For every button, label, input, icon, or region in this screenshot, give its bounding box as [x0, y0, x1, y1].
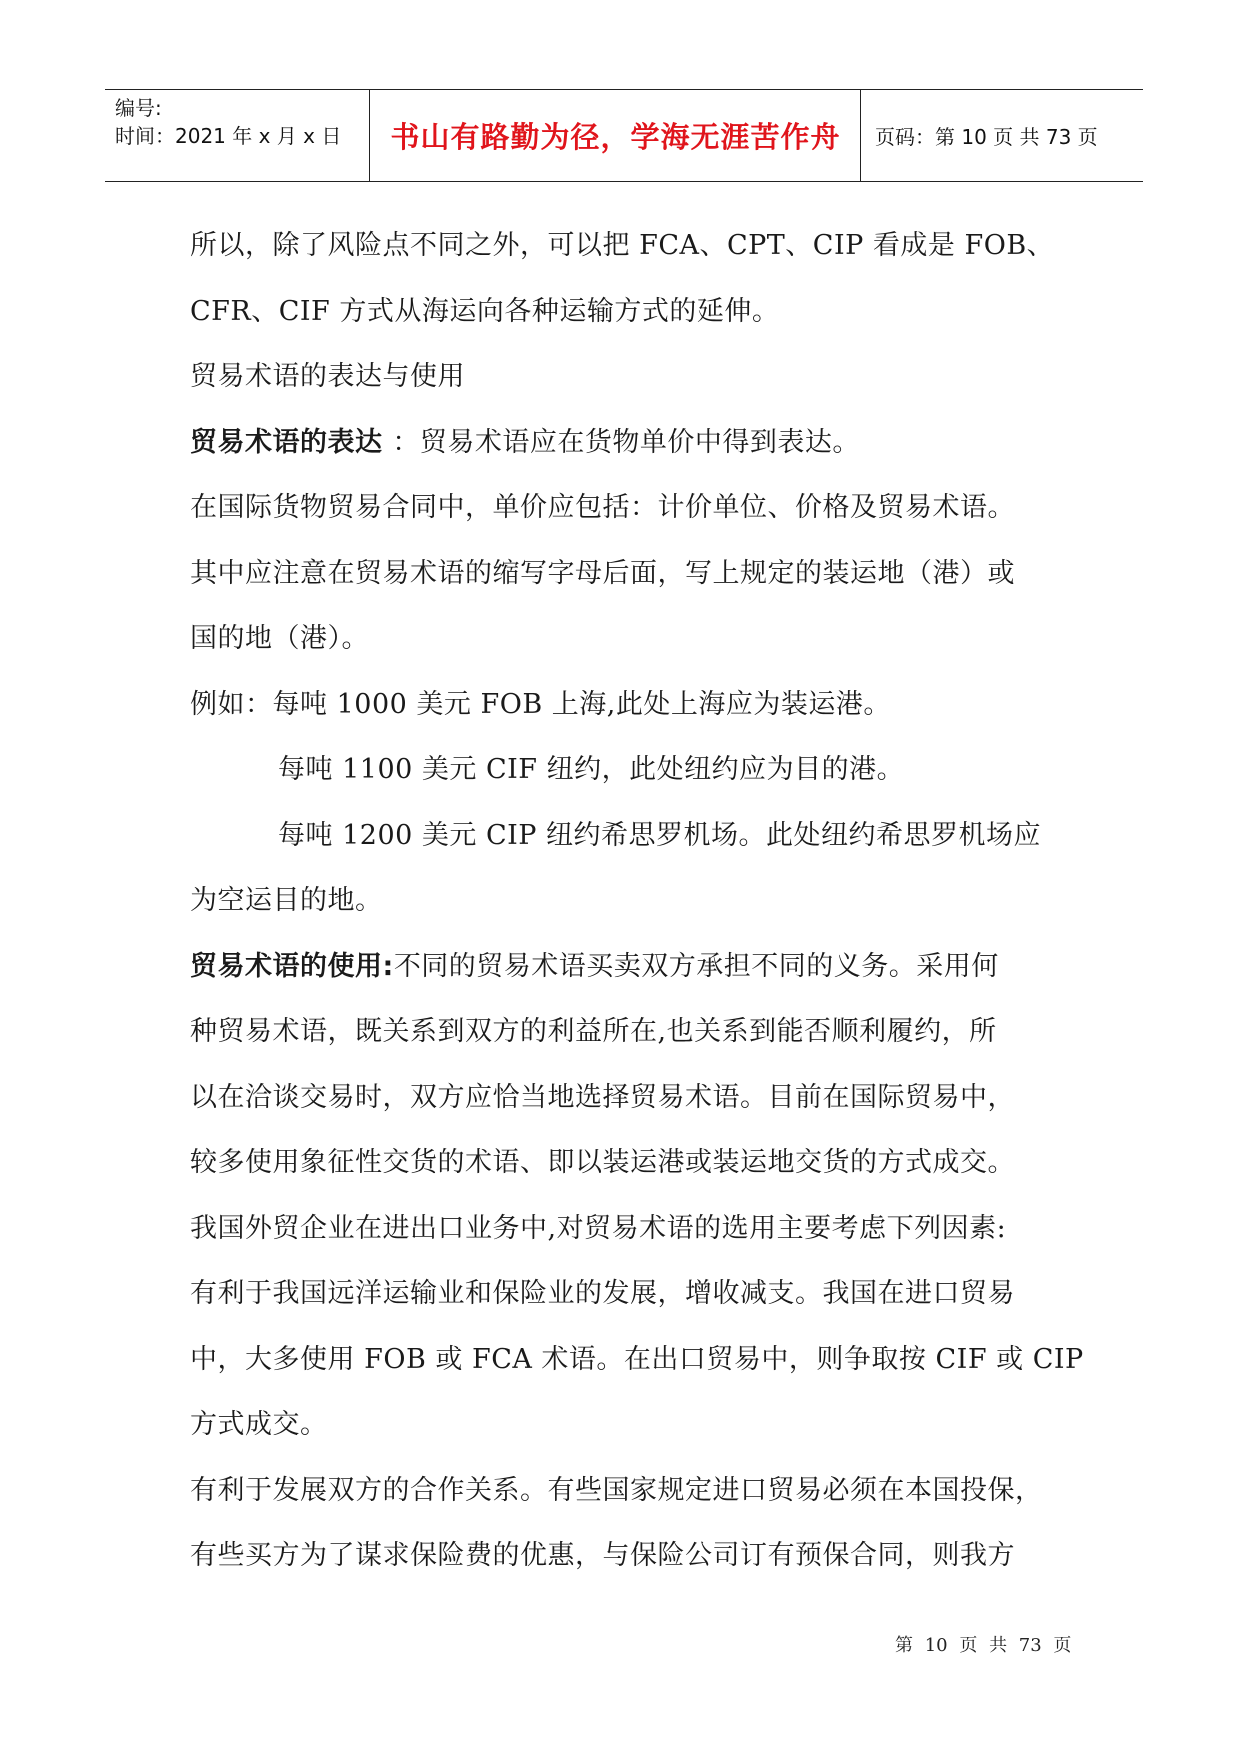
header-meta	[115, 94, 370, 150]
body-line	[190, 279, 1080, 345]
body-line	[190, 1458, 1080, 1524]
line-text: 贸易术语的表达与使用	[190, 361, 465, 392]
header-motto: 书山有路勤为径，学海无涯苦作舟	[390, 120, 841, 154]
body-line	[190, 934, 1080, 1000]
bold-heading: 贸易术语的使用:	[190, 950, 394, 982]
line-text: 有些买方为了谋求保险费的优惠，与保险公司订有预保合同，则我方	[190, 1540, 1015, 1571]
header-page-info: 页码：第 10 页 共 73 页	[875, 125, 1098, 149]
page-footer: 第 10 页 共 73 页	[895, 1635, 1072, 1656]
body-line	[190, 1261, 1080, 1327]
page-header	[105, 89, 1143, 182]
line-text: 所以，除了风险点不同之外，可以把 FCA、CPT、CIP 看成是 FOB、	[190, 230, 1055, 261]
line-text: 每吨 1100 美元 CIF 纽约，此处纽约应为目的港。	[278, 754, 905, 785]
line-text: 较多使用象征性交货的术语、即以装运港或装运地交货的方式成交。	[190, 1147, 1015, 1178]
line-text: 以在洽谈交易时，双方应恰当地选择贸易术语。目前在国际贸易中，	[190, 1081, 1015, 1113]
line-text: 种贸易术语，既关系到双方的利益所在,也关系到能否顺利履约，所	[190, 1016, 997, 1047]
body-line	[190, 410, 1080, 476]
line-text: 在国际货物贸易合同中，单价应包括：计价单位、价格及贸易术语。	[190, 492, 1015, 523]
line-text: 国的地（港）。	[190, 623, 369, 654]
line-text: 为空运目的地。	[190, 885, 383, 916]
body-line	[190, 1523, 1080, 1589]
body-line	[190, 213, 1080, 279]
body-line	[190, 1196, 1080, 1262]
line-text: 中，大多使用 FOB 或 FCA 术语。在出口贸易中，则争取按 CIF 或 CIP	[190, 1343, 1084, 1375]
header-divider	[860, 90, 861, 181]
body-line	[190, 999, 1080, 1065]
body-line	[190, 672, 1080, 738]
body-line	[190, 344, 1080, 410]
line-text: ：贸易术语应在货物单价中得到表达。	[392, 426, 860, 458]
line-text: 每吨 1200 美元 CIP 纽约希思罗机场。此处纽约希思罗机场应	[278, 819, 1042, 851]
line-text: CFR、CIF 方式从海运向各种运输方式的延伸。	[190, 295, 780, 327]
body-line	[190, 606, 1080, 672]
body-line	[190, 541, 1080, 607]
header-divider	[369, 90, 370, 181]
body-line	[190, 737, 1080, 803]
body-line	[190, 475, 1080, 541]
body-line	[190, 868, 1080, 934]
line-text: 有利于我国远洋运输业和保险业的发展，增收减支。我国在进口贸易	[190, 1278, 1015, 1309]
bold-heading: 贸易术语的表达	[190, 426, 393, 458]
line-text: 方式成交。	[190, 1409, 328, 1440]
line-text: 例如：每吨 1000 美元 FOB 上海,此处上海应为装运港。	[190, 688, 891, 720]
body-line	[190, 1130, 1080, 1196]
document-time-label: 时间：2021 年 x 月 x 日	[115, 124, 342, 148]
line-text: 其中应注意在贸易术语的缩写字母后面，写上规定的装运地（港）或	[190, 557, 1015, 589]
body-line	[190, 1327, 1084, 1393]
body-line	[190, 1392, 1080, 1458]
body-line	[190, 803, 1080, 869]
line-text: 不同的贸易术语买卖双方承担不同的义务。采用何	[393, 950, 999, 982]
document-body	[190, 213, 1084, 1589]
line-text: 有利于发展双方的合作关系。有些国家规定进口贸易必须在本国投保，	[190, 1474, 1043, 1506]
document-number-label: 编号:	[115, 96, 162, 120]
body-line	[190, 1065, 1080, 1131]
line-text: 我国外贸企业在进出口业务中,对贸易术语的选用主要考虑下列因素:	[190, 1212, 1007, 1244]
